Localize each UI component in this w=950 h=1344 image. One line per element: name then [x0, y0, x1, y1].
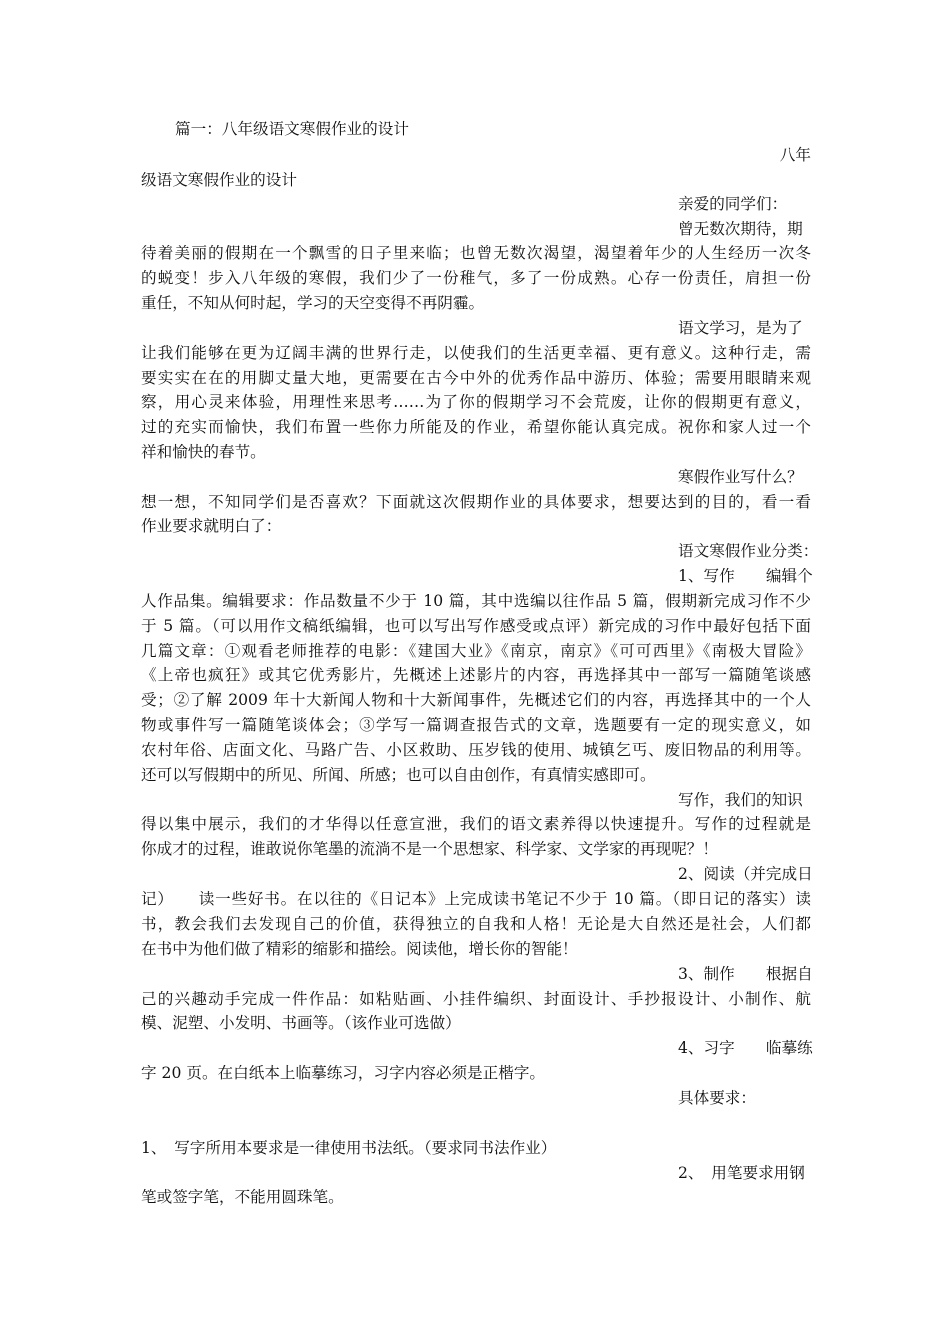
text-line: 农村年俗、店面文化、马路广告、小区救助、压岁钱的使用、城镇乞丐、废旧物品的利用等。 — [141, 741, 811, 759]
text-line: 级语文寒假作业的设计 — [141, 171, 297, 189]
text-line: 重任，不知从何时起，学习的天空变得不再阴霾。 — [141, 294, 485, 312]
text-line: 在书中为他们做了精彩的缩影和描绘。阅读他，增长你的智能！ — [141, 940, 578, 958]
text-line: 记） 读一些好书。在以往的《日记本》上完成读书笔记不少于 10 篇。（即日记的落实）读 — [141, 890, 811, 908]
list-item: 2、 用笔要求用钢 — [678, 1164, 805, 1182]
text-line: 得以集中展示，我们的才华得以任意宣泄，我们的语文素养得以快速提升。写作的过程就是 — [141, 815, 811, 833]
text-line: 你成才的过程，谁敢说你笔墨的流淌不是一个思想家、科学家、文学家的再现呢？！ — [141, 840, 718, 858]
text-line: 字 20 页。在白纸本上临摹练习，习字内容必须是正楷字。 — [141, 1064, 546, 1082]
text-line: 3、制作 根据自 — [678, 965, 813, 983]
text-line: 想一想，不知同学们是否喜欢？下面就这次假期作业的具体要求，想要达到的目的，看一看 — [141, 493, 811, 511]
text-line: 写作，我们的知识 — [678, 791, 803, 809]
salutation: 亲爱的同学们： — [678, 195, 788, 213]
text-line: 《上帝也疯狂》或其它优秀影片，先概述上述影片的内容，再选择其中一部写一篇随笔谈感 — [141, 666, 811, 684]
text-line: 还可以写假期中的所见、所闻、所感；也可以自由创作，有真情实感即可。 — [141, 766, 656, 784]
section-heading: 具体要求： — [678, 1089, 756, 1107]
text-line: 4、习字 临摹练 — [678, 1039, 813, 1057]
text-line: 寒假作业写什么？ — [678, 468, 803, 486]
text-line: 模、泥塑、小发明、书画等。（该作业可选做） — [141, 1014, 461, 1032]
text-line: 笔或签字笔，不能用圆珠笔。 — [141, 1188, 344, 1206]
text-line: 察，用心灵来体验，用理性来思考……为了你的假期学习不会荒废，让你的假期更有意义， — [141, 393, 811, 411]
text-line: 书，教会我们去发现自己的价值，获得独立的自我和人格！无论是大自然还是社会，人们都 — [141, 915, 811, 933]
text-line: 于 5 篇。（可以用作文稿纸编辑，也可以写出写作感受或点评）新完成的习作中最好包括下面 — [141, 617, 811, 635]
text-line: 作业要求就明白了： — [141, 517, 282, 535]
text-line: 待着美丽的假期在一个飘雪的日子里来临；也曾无数次渴望，渴望着年少的人生经历一次冬 — [141, 244, 811, 262]
text-line: 要实实在在的用脚丈量大地，更需要在古今中外的优秀作品中游历、体验；需要用眼睛来观 — [141, 369, 811, 387]
text-line: 祥和愉快的春节。 — [141, 443, 266, 461]
text-line: 受；②了解 2009 年十大新闻人物和十大新闻事件，先概述它们的内容，再选择其中的一个人 — [141, 691, 811, 709]
text-line: 物或事件写一篇随笔谈体会；③学写一篇调查报告式的文章，选题要有一定的现实意义，如 — [141, 716, 811, 734]
text-line: 己的兴趣动手完成一件作品：如粘贴画、小挂件编织、封面设计、手抄报设计、小制作、航 — [141, 990, 811, 1008]
text-line: 八年 — [779, 146, 811, 164]
text-line: 人作品集。编辑要求：作品数量不少于 10 篇，其中选编以往作品 5 篇，假期新完成习作不少 — [141, 592, 811, 610]
text-line: 1、写作 编辑个 — [678, 567, 813, 585]
text-line: 让我们能够在更为辽阔丰满的世界行走，以使我们的生活更幸福、更有意义。这种行走，需 — [141, 344, 811, 362]
text-line: 曾无数次期待，期 — [678, 220, 803, 238]
text-line: 语文学习，是为了 — [678, 319, 803, 337]
section-heading: 语文寒假作业分类： — [678, 542, 819, 560]
text-line: 过的充实而愉快，我们布置一些你力所能及的作业，希望你能认真完成。祝你和家人过一个 — [141, 418, 811, 436]
list-item: 1、 写字所用本要求是一律使用书法纸。（要求同书法作业） — [141, 1139, 557, 1157]
text-line: 几篇文章：①观看老师推荐的电影：《建国大业》《南京，南京》《可可西里》《南极大冒险》 — [141, 642, 811, 660]
doc-title: 篇一：八年级语文寒假作业的设计 — [175, 120, 409, 138]
text-line: 的蜕变！步入八年级的寒假，我们少了一份稚气，多了一份成熟。心存一份责任，肩担一份 — [141, 269, 811, 287]
text-line: 2、阅读（并完成日 — [678, 865, 813, 883]
